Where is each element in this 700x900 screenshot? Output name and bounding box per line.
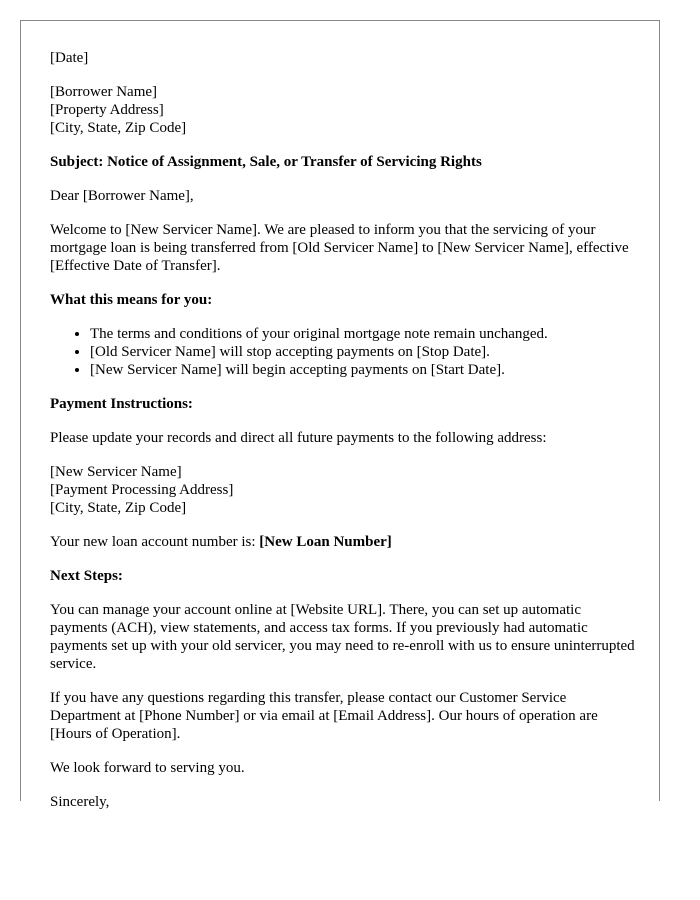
letter-subject: Subject: Notice of Assignment, Sale, or Transfer of Servicing Rights <box>50 154 482 170</box>
letter-body <box>50 49 640 827</box>
next-steps-paragraph: You can manage your account online at [Website URL]. There, you can set up automatic payments (ACH), view statements, and access tax forms. If you previously had automatic payments set up with your old servicer, you may need to re-enroll with us to ensure uninterrupted service. <box>50 602 635 672</box>
what-this-means-list <box>50 325 640 379</box>
payment-processing-address: [Payment Processing Address] <box>50 482 234 498</box>
recipient-city-state-zip: [City, State, Zip Code] <box>50 120 187 136</box>
payment-servicer-name: [New Servicer Name] <box>50 464 182 480</box>
letter-page <box>20 20 660 810</box>
letter-date: [Date] <box>50 50 89 66</box>
recipient-address <box>50 83 640 137</box>
payment-instructions-text: Please update your records and direct all future payments to the following address: <box>50 430 547 446</box>
intro-paragraph: Welcome to [New Servicer Name]. We are pleased to inform you that the servicing of your mortgage loan is being transferred from [Old Servicer Name] to [New Servicer Name], effective [Effective Date of Transfer]. <box>50 222 629 274</box>
account-number-line <box>50 533 640 551</box>
account-number-value: [New Loan Number] <box>259 534 392 550</box>
contact-paragraph: If you have any questions regarding this transfer, please contact our Customer Service Department at [Phone Number] or via email at [Email Address]. Our hours of operation are [Hours of Operation]. <box>50 690 598 742</box>
letter-greeting: Dear [Borrower Name], <box>50 188 194 204</box>
list-item: • [New Servicer Name] will begin accepting payments on [Start Date]. <box>90 361 640 379</box>
closing-line: We look forward to serving you. <box>50 760 245 776</box>
what-this-means-heading: What this means for you: <box>50 292 213 308</box>
recipient-property-address: [Property Address] <box>50 102 164 118</box>
list-item: • [Old Servicer Name] will stop accepting payments on [Stop Date]. <box>90 343 640 361</box>
account-number-label: Your new loan account number is: <box>50 534 260 550</box>
signoff: Sincerely, <box>50 794 110 810</box>
payment-city-state-zip: [City, State, Zip Code] <box>50 500 187 516</box>
payment-address <box>50 463 640 517</box>
list-item: • The terms and conditions of your original mortgage note remain unchanged. <box>90 325 640 343</box>
recipient-name: [Borrower Name] <box>50 84 158 100</box>
next-steps-heading: Next Steps: <box>50 568 123 584</box>
payment-instructions-heading: Payment Instructions: <box>50 396 193 412</box>
